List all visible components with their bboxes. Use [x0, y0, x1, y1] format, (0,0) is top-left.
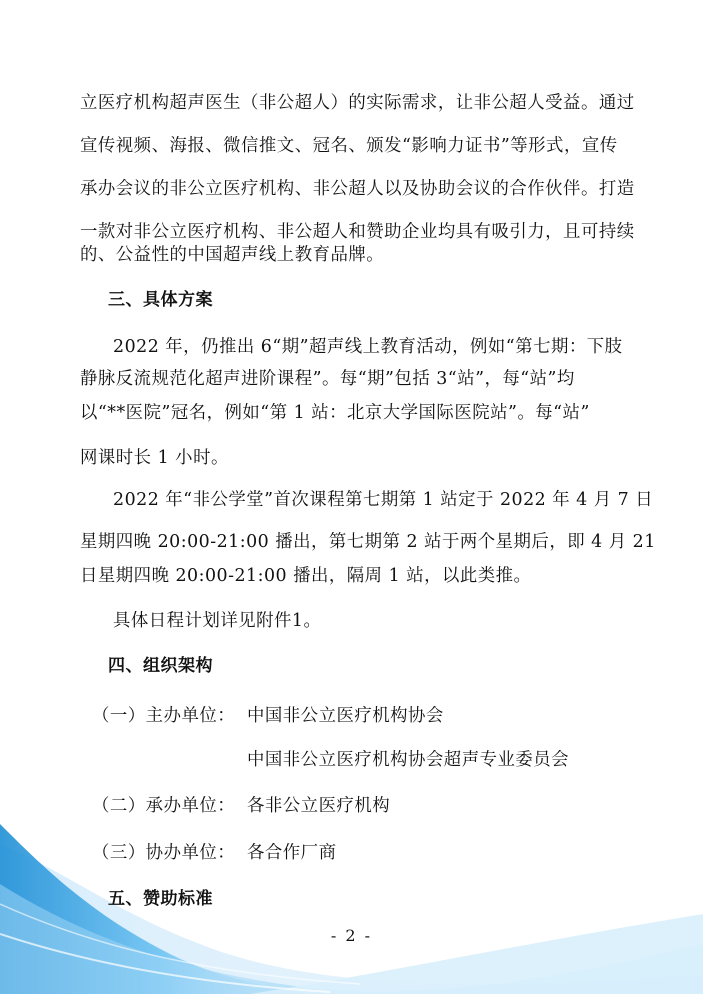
paragraph-line: 承办会议的非公立医疗机构、非公超人以及协助会议的合作伙伴。打造 [80, 179, 635, 199]
paragraph-line: 静脉反流规范化超声进阶课程”。每“期”包括 3“站”，每“站”均 [80, 369, 575, 389]
org-organizer-label: （二）承办单位： [92, 796, 236, 816]
paragraph-line: 2022 年，仍推出 6“期”超声线上教育活动，例如“第七期：下肢 [113, 337, 623, 357]
org-host-value: 中国非公立医疗机构协会超声专业委员会 [247, 750, 570, 770]
paragraph-line: 宣传视频、海报、微信推文、冠名、颁发“影响力证书”等形式，宣传 [80, 136, 618, 156]
paragraph-line: 以“**医院”冠名，例如“第 1 站：北京大学国际医院站”。每“站” [80, 403, 590, 423]
paragraph-line: 的、公益性的中国超声线上教育品牌。 [80, 245, 385, 265]
paragraph-line: 星期四晚 20:00-21:00 播出，第七期第 2 站于两个星期后，即 4 月 21 [80, 532, 656, 552]
org-co-label: （三）协办单位： [92, 843, 236, 863]
paragraph-line: 网课时长 1 小时。 [80, 448, 229, 468]
org-host-label: （一）主办单位： [92, 706, 236, 726]
page-number: - 2 - [330, 926, 373, 945]
org-organizer-value: 各非公立医疗机构 [247, 796, 391, 816]
paragraph-line: 日星期四晚 20:00-21:00 播出，隔周 1 站，以此类推。 [80, 566, 532, 586]
org-host-value: 中国非公立医疗机构协会 [247, 706, 444, 726]
section-heading: 五、赞助标准 [108, 889, 213, 909]
paragraph-line: 具体日程计划详见附件1。 [113, 611, 322, 631]
section-heading: 三、具体方案 [108, 290, 213, 310]
paragraph-line: 一款对非公立医疗机构、非公超人和赞助企业均具有吸引力，且可持续 [80, 222, 635, 242]
paragraph-line: 立医疗机构超声医生（非公超人）的实际需求，让非公超人受益。通过 [80, 93, 635, 113]
paragraph-line: 2022 年“非公学堂”首次课程第七期第 1 站定于 2022 年 4 月 7 日 [113, 490, 654, 510]
section-heading: 四、组织架构 [108, 656, 213, 676]
org-co-value: 各合作厂商 [247, 843, 337, 863]
